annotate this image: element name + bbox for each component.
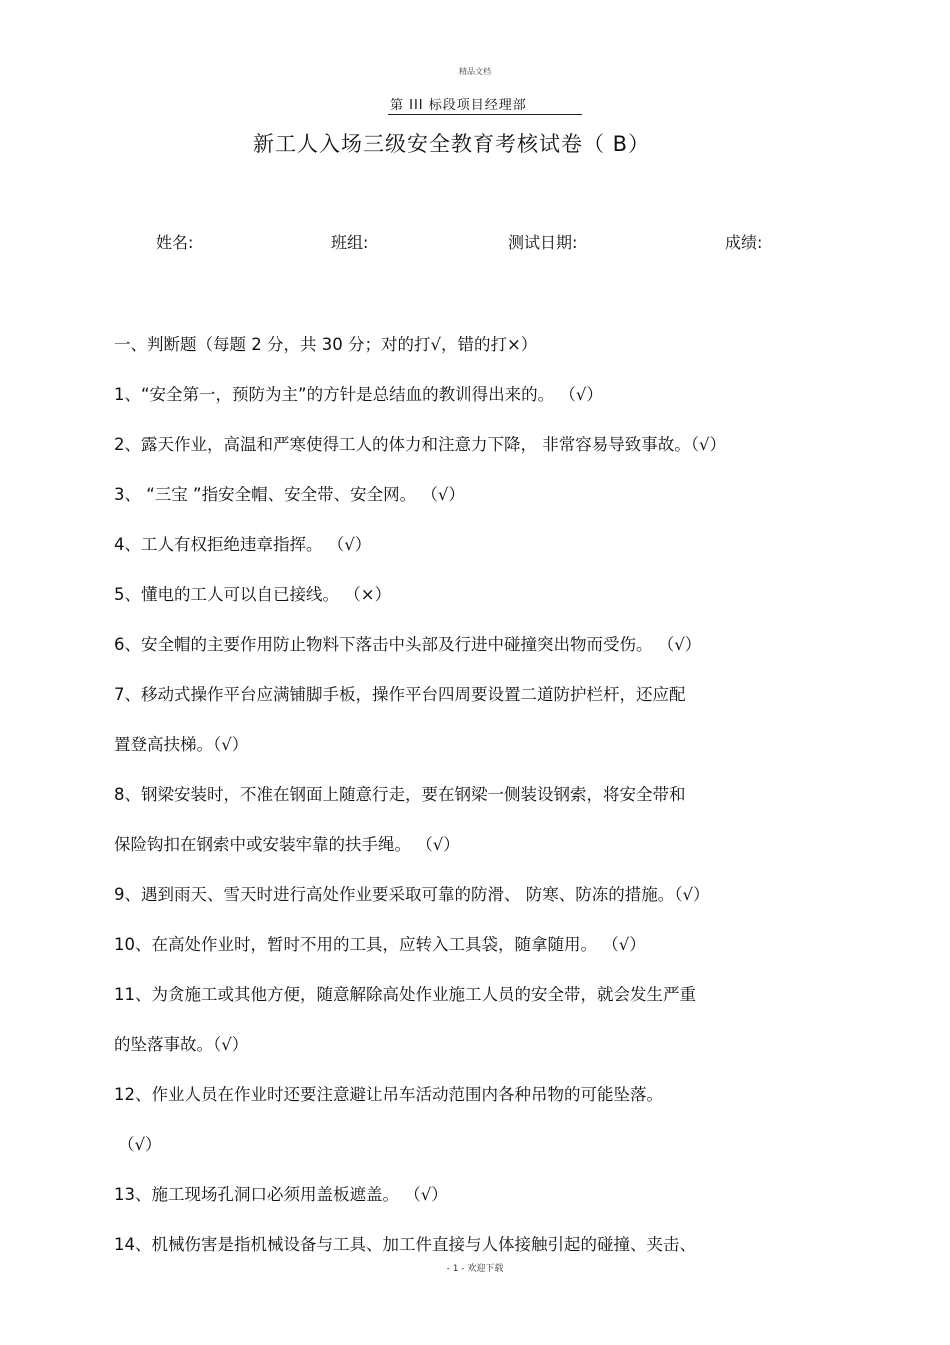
question-line: （√） <box>118 1135 162 1154</box>
question-line: 4、工人有权拒绝违章指挥。 （√） <box>114 535 372 554</box>
watermark-text: 精品文档 <box>459 67 491 76</box>
date-field-label: 测试日期: <box>508 233 578 252</box>
question-line: 保险钩扣在钢索中或安装牢靠的扶手绳。 （√） <box>114 835 460 854</box>
question-line: 12、作业人员在作业时还要注意避让吊车活动范围内各种吊物的可能坠落。 <box>114 1085 663 1104</box>
question-line: 14、机械伤害是指机械设备与工具、加工件直接与人体接触引起的碰撞、夹击、 <box>114 1235 696 1254</box>
department-header: 第 III 标段项目经理部 <box>390 98 527 113</box>
question-line: 5、懂电的工人可以自已接线。 （×） <box>114 585 392 604</box>
exam-title: 新工人入场三级安全教育考核试卷（ B） <box>253 132 651 156</box>
header-underline <box>388 114 582 115</box>
page-footer: - 1 - 欢迎下载 <box>446 1264 504 1274</box>
section-heading: 一、判断题（每题 2 分，共 30 分；对的打√，错的打×） <box>114 335 538 354</box>
name-field-label: 姓名: <box>156 233 194 252</box>
question-line: 7、移动式操作平台应满铺脚手板，操作平台四周要设置二道防护栏杆，还应配 <box>114 685 686 704</box>
question-line: 2、露天作业，高温和严寒使得工人的体力和注意力下降， 非常容易导致事故。（√） <box>114 435 727 454</box>
question-line: 13、施工现场孔洞口必须用盖板遮盖。 （√） <box>114 1185 448 1204</box>
question-line: 6、安全帽的主要作用防止物料下落击中头部及行进中碰撞突出物而受伤。 （√） <box>114 635 702 654</box>
question-line: 的坠落事故。（√） <box>114 1035 249 1054</box>
score-field-label: 成绩: <box>725 233 763 252</box>
team-field-label: 班组: <box>331 233 369 252</box>
question-line: 置登高扶梯。（√） <box>114 735 249 754</box>
question-line: 11、为贪施工或其他方便，随意解除高处作业施工人员的安全带，就会发生严重 <box>114 985 696 1004</box>
question-line: 3、 “三宝 ”指安全帽、安全带、安全网。 （√） <box>114 485 465 504</box>
question-line: 1、“安全第一，预防为主”的方针是总结血的教训得出来的。 （√） <box>114 385 603 404</box>
question-line: 10、在高处作业时，暂时不用的工具，应转入工具袋，随拿随用。 （√） <box>114 935 646 954</box>
question-line: 8、钢梁安装时，不准在钢面上随意行走，要在钢梁一侧装设钢索，将安全带和 <box>114 785 686 804</box>
question-line: 9、遇到雨天、雪天时进行高处作业要采取可靠的防滑、 防寒、防冻的措施。（√） <box>114 885 710 904</box>
